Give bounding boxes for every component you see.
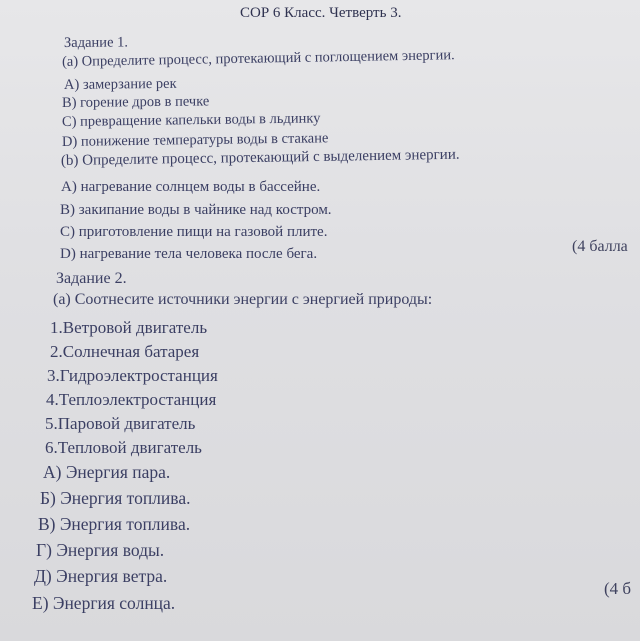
nature-energy-item: В) Энергия топлива. [38, 514, 191, 534]
energy-source-item: 5.Паровой двигатель [45, 414, 196, 433]
task1-heading: Задание 1. [63, 34, 129, 51]
nature-energy-item: Е) Энергия солнца. [32, 593, 176, 613]
task1-part-a-option: С) превращение капельки воды в льдинку [61, 110, 321, 130]
task2-heading: Задание 2. [56, 270, 127, 287]
task1-score: (4 балла [572, 238, 628, 255]
task1-part-b-option: А) нагревание солнцем воды в бассейне. [61, 179, 321, 195]
nature-energy-item: Б) Энергия топлива. [40, 488, 191, 508]
task1-part-b-option: D) нагревание тела человека после бега. [60, 246, 318, 262]
task2-part-a-question: (а) Соотнесите источники энергии с энергией природы: [53, 291, 433, 308]
energy-source-item: 4.Теплоэлектростанция [46, 390, 217, 409]
task1-part-b-option: С) приготовление пищи на газовой плите. [60, 224, 328, 240]
energy-source-item: 6.Тепловой двигатель [45, 438, 202, 457]
nature-energy-item: А) Энергия пара. [43, 462, 171, 482]
task2-score: (4 б [604, 579, 632, 598]
nature-energy-item: Г) Энергия воды. [36, 540, 165, 560]
document-title: СОР 6 Класс. Четверть 3. [240, 5, 402, 21]
energy-source-item: 2.Солнечная батарея [50, 342, 200, 361]
energy-source-item: 3.Гидроэлектростанция [47, 366, 218, 385]
task1-part-b-option: В) закипание воды в чайнике над костром. [60, 202, 332, 218]
task1-part-b-question: (b) Определите процесс, протекающий с выделением энергии. [60, 146, 460, 169]
nature-energy-item: Д) Энергия ветра. [34, 566, 168, 586]
task1-part-a-option: А) замерзание рек [63, 75, 177, 93]
task1-part-a-option: В) горение дров в печке [61, 93, 210, 111]
task1-part-a-option: D) понижение температуры воды в стакане [61, 130, 329, 150]
energy-source-item: 1.Ветровой двигатель [50, 318, 208, 337]
task1-part-a-question: (а) Определите процесс, протекающий с поглощением энергии. [61, 47, 455, 70]
